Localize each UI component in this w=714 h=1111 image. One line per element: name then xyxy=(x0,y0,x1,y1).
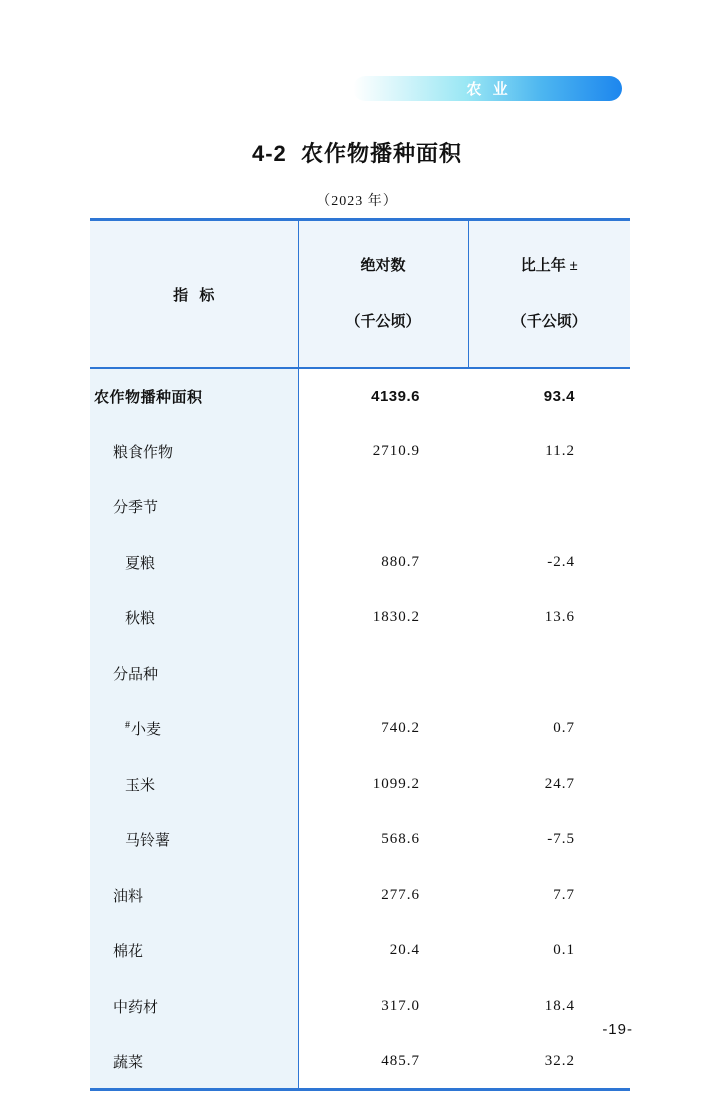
indicator-cell: 分品种 xyxy=(90,646,298,702)
indicator-label: 小麦 xyxy=(131,722,162,739)
change-value-cell: -7.5 xyxy=(547,831,575,848)
table-row xyxy=(90,646,630,702)
header-absolute xyxy=(298,220,468,369)
table-row xyxy=(90,923,630,979)
change-value-cell: 32.2 xyxy=(544,1052,575,1069)
abs-value-cell: 568.6 xyxy=(381,831,420,848)
table-row xyxy=(90,979,630,1035)
table-row xyxy=(90,1034,630,1090)
page-title: 4-2 农作物播种面积 xyxy=(251,141,463,166)
table-row xyxy=(90,535,630,591)
indicator-cell: 蔬菜 xyxy=(90,1034,298,1090)
table-row xyxy=(90,868,630,924)
section-badge xyxy=(353,76,622,101)
table-row xyxy=(90,590,630,646)
header-indicator: 指 标 xyxy=(90,220,298,369)
change-value-cell: 11.2 xyxy=(545,442,575,459)
header-absolute-line2: （千公顷） xyxy=(345,314,421,330)
table-row xyxy=(90,701,630,757)
indicator-cell: 玉米 xyxy=(90,757,298,813)
indicator-cell: 秋粮 xyxy=(90,590,298,646)
header-change-line1: 比上年 ± xyxy=(520,258,578,274)
change-value-cell: 18.4 xyxy=(544,997,575,1014)
abs-value-cell: 2710.9 xyxy=(372,442,420,459)
crop-area-table xyxy=(90,218,630,1091)
indicator-cell xyxy=(90,701,298,757)
abs-value-cell: 740.2 xyxy=(381,720,420,737)
table-row xyxy=(90,424,630,480)
header-change xyxy=(468,220,630,369)
change-value-cell: 24.7 xyxy=(544,775,575,792)
indicator-cell: 夏粮 xyxy=(90,535,298,591)
change-value-cell xyxy=(468,646,630,702)
indicator-cell: 棉花 xyxy=(90,923,298,979)
footnote-marker: # xyxy=(125,720,130,732)
abs-value-cell: 4139.6 xyxy=(371,387,420,405)
abs-value-cell: 317.0 xyxy=(381,997,420,1014)
abs-value-cell: 1830.2 xyxy=(372,609,420,626)
abs-value-cell xyxy=(298,646,468,702)
header-absolute-line1: 绝对数 xyxy=(360,258,406,274)
indicator-cell: 粮食作物 xyxy=(90,424,298,480)
indicator-cell: 油料 xyxy=(90,868,298,924)
abs-value-cell: 277.6 xyxy=(381,886,420,903)
abs-value-cell: 485.7 xyxy=(381,1052,420,1069)
table-header xyxy=(90,220,630,369)
change-value-cell xyxy=(468,479,630,535)
indicator-cell: 农作物播种面积 xyxy=(90,368,298,424)
abs-value-cell xyxy=(298,479,468,535)
change-value-cell: 13.6 xyxy=(544,609,575,626)
change-value-cell: -2.4 xyxy=(547,553,575,570)
abs-value-cell: 20.4 xyxy=(389,942,420,959)
change-value-cell: 0.1 xyxy=(553,942,575,959)
section-badge-label: 农 业 xyxy=(466,81,509,98)
indicator-cell: 中药材 xyxy=(90,979,298,1035)
page-number: -19- xyxy=(602,1021,633,1038)
indicator-cell: 马铃薯 xyxy=(90,812,298,868)
table-row xyxy=(90,812,630,868)
table-row xyxy=(90,757,630,813)
header-change-line2: （千公顷） xyxy=(511,314,587,330)
page-subtitle: （2023 年） xyxy=(316,194,398,209)
table-row xyxy=(90,368,630,424)
table-body xyxy=(90,368,630,1090)
table-row xyxy=(90,479,630,535)
change-value-cell: 0.7 xyxy=(553,720,575,737)
abs-value-cell: 880.7 xyxy=(381,553,420,570)
abs-value-cell: 1099.2 xyxy=(372,775,420,792)
change-value-cell: 7.7 xyxy=(553,886,575,903)
indicator-cell: 分季节 xyxy=(90,479,298,535)
change-value-cell: 93.4 xyxy=(543,387,575,405)
